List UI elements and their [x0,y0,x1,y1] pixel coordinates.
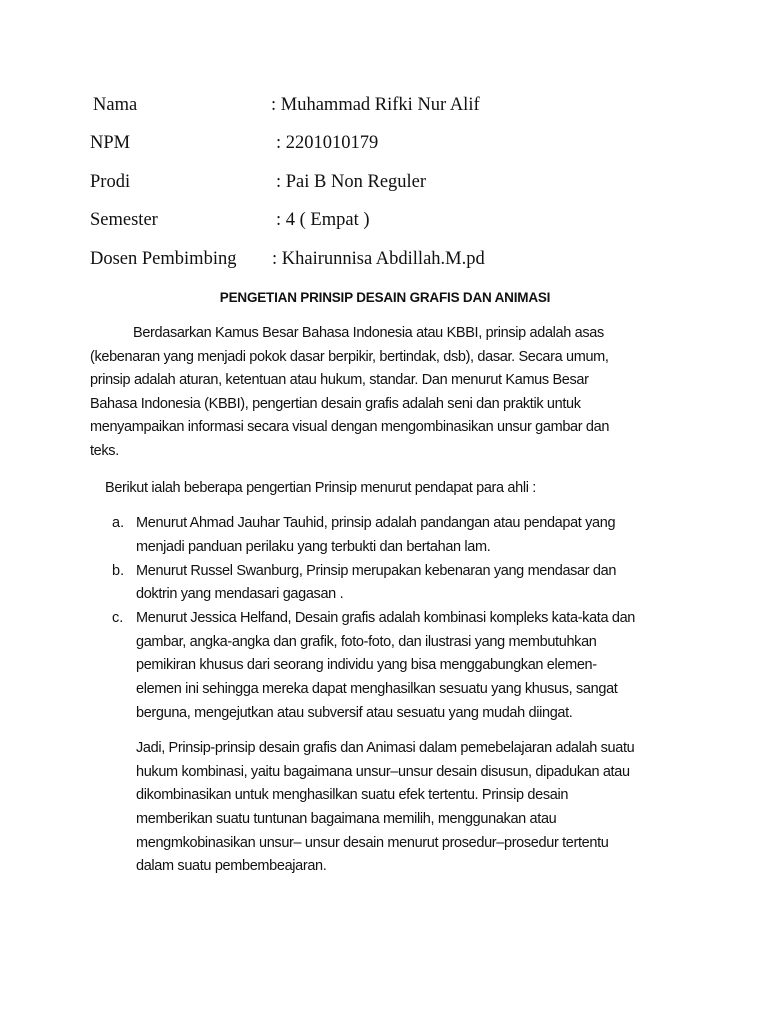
conclusion-line: mengmkobinasikan unsur– unsur desain menurut prosedur–prosedur tertentu [136,835,609,851]
conclusion-line: memberikan suatu tuntunan bagaimana memilih, menggunakan atau [136,811,557,827]
list-item-line: gambar, angka-angka dan grafik, foto-foto, dan ilustrasi yang membutuhkan [136,634,597,650]
identity-row-npm [90,131,710,155]
list-item-line: elemen ini sehingga mereka dapat menghasilkan sesuatu yang khusus, sangat [136,681,618,697]
identity-row-semester [90,208,710,232]
list-marker: c. [112,610,124,626]
list-item-line: Menurut Russel Swanburg, Prinsip merupakan kebenaran yang mendasar dan [136,563,617,579]
prodi-label: Prodi [90,172,131,192]
list-marker: a. [112,515,125,531]
paragraph1-line: (kebenaran yang menjadi pokok dasar berpikir, bertindak, dsb), dasar. Secara umum, [90,349,609,365]
paragraph1-line: teks. [90,443,119,459]
list-intro: Berikut ialah beberapa pengertian Prinsip menurut pendapat para ahli : [105,480,536,496]
list-item-line: Menurut Jessica Helfand, Desain grafis adalah kombinasi kompleks kata-kata dan [136,610,635,626]
identity-row-prodi [90,170,710,194]
dosen-value: : Khairunnisa Abdillah.M.pd [272,249,485,269]
dosen-label: Dosen Pembimbing [90,249,237,269]
list-item-line: berguna, mengejutkan atau subversif atau sesuatu yang mudah diingat. [136,705,573,721]
paragraph1-line: Berdasarkan Kamus Besar Bahasa Indonesia atau KBBI, prinsip adalah asas [133,325,604,341]
paragraph1-line: prinsip adalah aturan, ketentuan atau hukum, standar. Dan menurut Kamus Besar [90,372,589,388]
list-item-line: pemikiran khusus dari seorang individu yang bisa menggabungkan elemen- [136,657,597,673]
conclusion-line: dikombinasikan untuk menghasilkan suatu efek tertentu. Prinsip desain [136,787,569,803]
semester-value: : 4 ( Empat ) [276,210,370,230]
identity-row-name [90,93,710,117]
paragraph1-line: Bahasa Indonesia (KBBI), pengertian desain grafis adalah seni dan praktik untuk [90,396,581,412]
npm-value: : 2201010179 [276,133,379,153]
conclusion-line: hukum kombinasi, yaitu bagaimana unsur–unsur desain disusun, dipadukan atau [136,764,630,780]
name-label: Nama [93,95,138,115]
paragraph1-line: menyampaikan informasi secara visual dengan mengombinasikan unsur gambar dan [90,419,610,435]
identity-row-dosen [90,247,710,271]
conclusion-line: Jadi, Prinsip-prinsip desain grafis dan Animasi dalam pemebelajaran adalah suatu [136,740,635,756]
npm-label: NPM [90,133,131,153]
list-item-line: menjadi panduan perilaku yang terbukti dan bertahan lam. [136,539,491,555]
semester-label: Semester [90,210,158,230]
name-value: : Muhammad Rifki Nur Alif [271,95,480,115]
list-marker: b. [112,563,125,579]
list-item-line: Menurut Ahmad Jauhar Tauhid, prinsip adalah pandangan atau pendapat yang [136,515,616,531]
list-item-line: doktrin yang mendasari gagasan . [136,586,344,602]
document-title: PENGETIAN PRINSIP DESAIN GRAFIS DAN ANIMASI [219,290,551,305]
conclusion-line: dalam suatu pembembeajaran. [136,858,327,874]
prodi-value: : Pai B Non Reguler [276,172,427,192]
